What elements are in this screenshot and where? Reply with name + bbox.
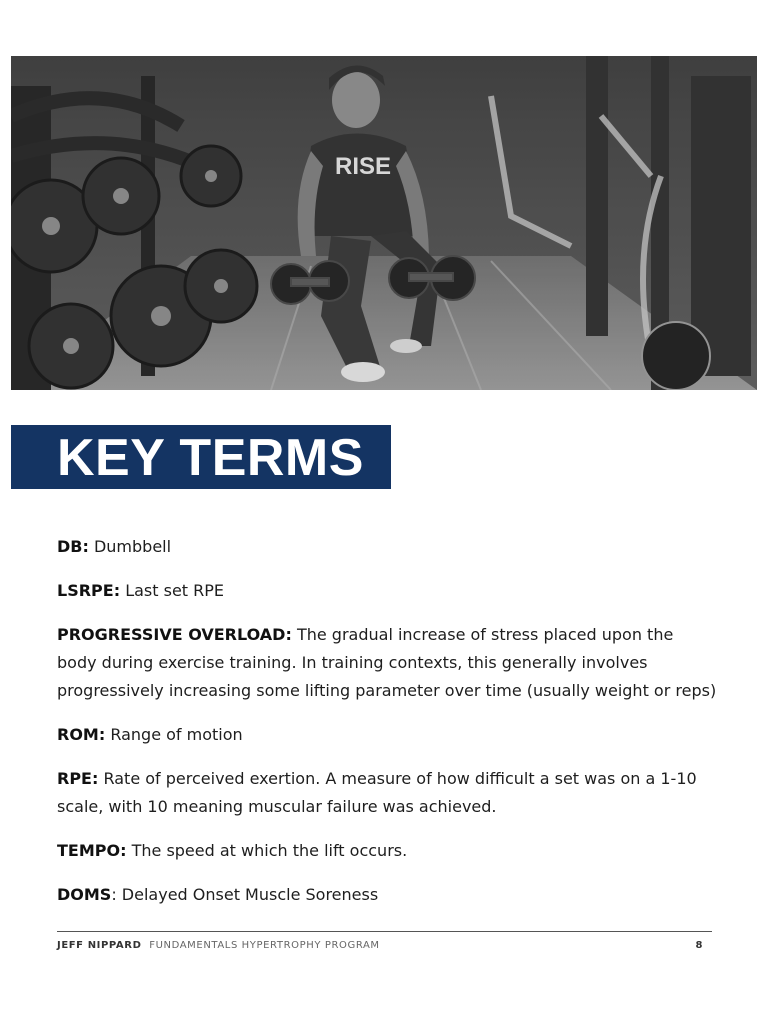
term-label: TEMPO: [57, 841, 127, 860]
hero-gym-photo [11, 56, 757, 390]
footer-program-name: FUNDAMENTALS HYPERTROPHY PROGRAM [149, 940, 380, 951]
term-definition: Dumbbell [93, 537, 172, 556]
term-definition: Last set RPE [125, 581, 225, 600]
term-progressive-overload [57, 621, 717, 705]
page-number: 8 [695, 940, 703, 951]
term-label: DOMS [57, 885, 112, 904]
footer-divider [57, 931, 712, 932]
term-label: PROGRESSIVE OVERLOAD: [57, 625, 292, 644]
term-db [57, 533, 717, 561]
term-definition: Rate of perceived exertion. A measure of how difficult a set was on a 1-10 scale, with 10 meaning muscular failure was achieved. [57, 769, 697, 816]
term-label: RPE: [57, 769, 99, 788]
gym-illustration [11, 56, 757, 390]
term-doms [57, 881, 717, 909]
shirt-logo-text: RISE [334, 153, 392, 180]
term-definition: : Delayed Onset Muscle Soreness [111, 885, 379, 904]
term-label: LSRPE: [57, 581, 121, 600]
term-tempo [57, 837, 717, 865]
term-rom [57, 721, 717, 749]
term-definition: Range of motion [110, 725, 243, 744]
term-rpe [57, 765, 717, 821]
term-definition: The speed at which the lift occurs. [131, 841, 408, 860]
page-title: KEY TERMS [57, 429, 364, 487]
term-definition: The gradual increase of stress placed upon the body during exercise training. In training contexts, this generally involves progressively increasing some lifting parameter over time (usually weight or reps) [57, 625, 717, 700]
key-terms-list [57, 533, 717, 925]
term-label: ROM: [57, 725, 106, 744]
term-label: DB: [57, 537, 89, 556]
title-band [11, 425, 391, 489]
footer-author: JEFF NIPPARD [57, 940, 142, 951]
term-lsrpe [57, 577, 717, 605]
page-footer [57, 939, 703, 953]
